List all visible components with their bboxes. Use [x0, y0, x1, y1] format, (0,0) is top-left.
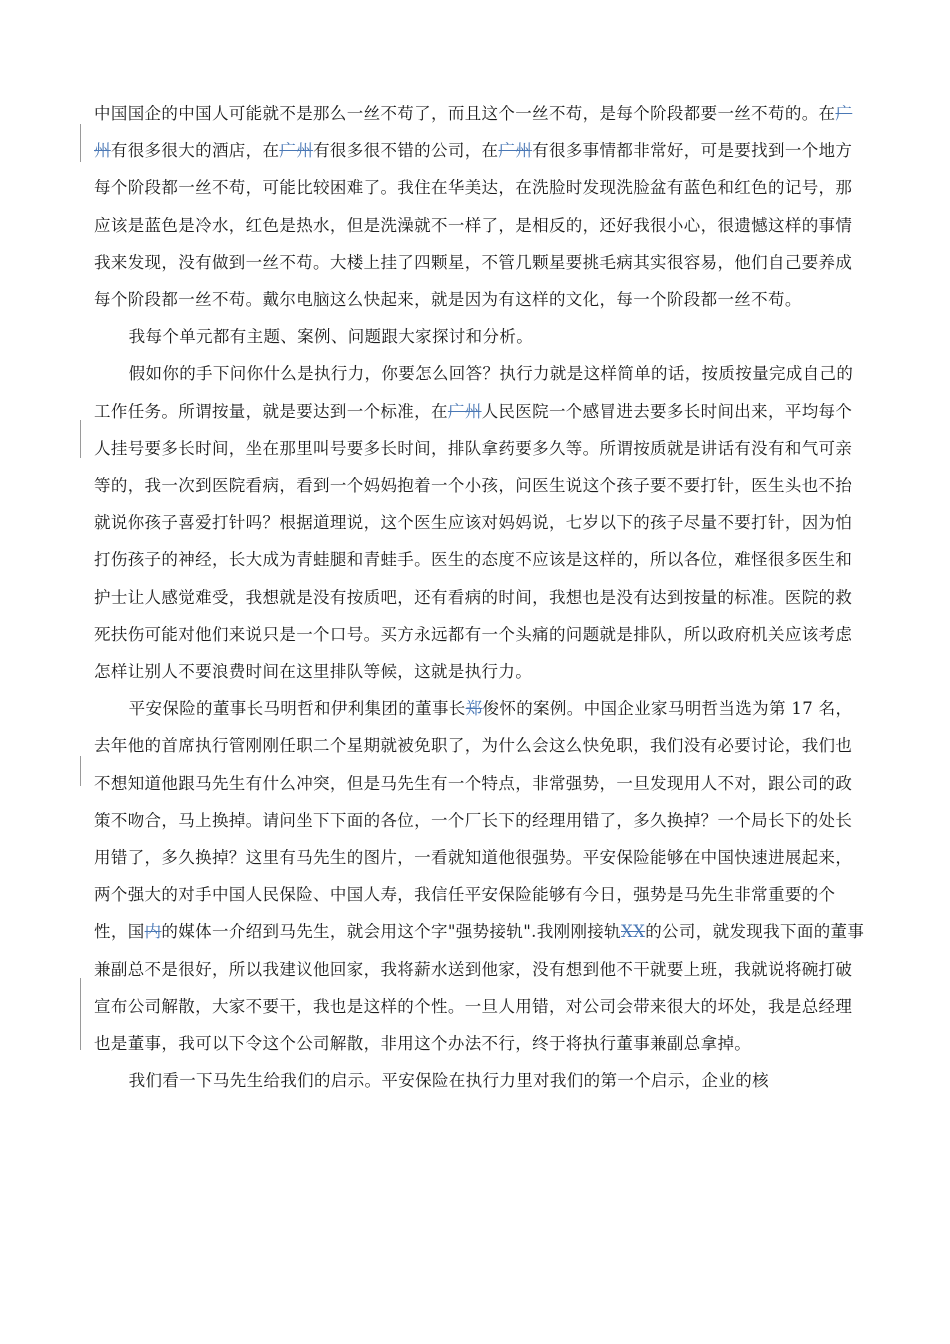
- change-bar: [80, 756, 81, 786]
- paragraph: [94, 318, 866, 355]
- text-run: 的公司，就发现我下面的董事兼副总不是很好，所以我建议他回家，我将薪水送到他家，没有想到他不干就要上班，我就说将碗打破宣布公司解散，大家不要干，我也是这样的个性。一旦人用错，对公司会带来很大的坏处，我是总经理也是董事，我可以下令这个公司解散，非用这个办法不行，终于将执行董事兼副总拿掉。: [94, 922, 865, 1054]
- tracked-deletion: XX: [621, 922, 646, 942]
- text-run: 的媒体一介绍到马先生，就会用这个字"强势接轨".我刚刚接轨: [161, 922, 621, 942]
- tracked-deletion: 广州: [94, 104, 853, 161]
- paragraph: [94, 1062, 866, 1099]
- text-run: 人民医院一个感冒进去要多长时间出来，平均每个人挂号要多长时间，坐在那里叫号要多长时间，排队拿药要多久等。所谓按质就是讲话有没有和气可亲等的，我一次到医院看病，看到一个妈妈抱着一个小孩，问医生说这个孩子要不要打针，医生头也不抬就说你孩子喜爱打针吗？根据道理说，这个医生应该对妈妈说，七岁以下的孩子尽量不要打针，因为怕打伤孩子的神经，长大成为青蛙腿和青蛙手。医生的态度不应该是这样的，所以各位，难怪很多医生和护士让人感觉难受，我想就是没有按质吧，还有看病的时间，我想也是没有达到按量的标准。医院的救死扶伤可能对他们来说只是一个口号。买方永远都有一个头痛的问题就是排队，所以政府机关应该考虑怎样让别人不要浪费时间在这里排队等候，这就是执行力。: [94, 401, 853, 682]
- change-bar: [80, 978, 81, 1050]
- paragraph: [94, 355, 866, 690]
- paragraph: [94, 95, 866, 318]
- tracked-deletion: 郑: [465, 699, 483, 719]
- tracked-deletion: 广州: [498, 141, 533, 161]
- text-run: 假如你的手下问你什么是执行力，你要怎么回答？执行力就是这样简单的话，按质按量完成自己的工作任务。所谓按量，就是要达到一个标准，在: [94, 364, 854, 421]
- paragraph: [94, 690, 866, 1062]
- text-run: 有很多事情都非常好，可是要找到一个地方每个阶段都一丝不苟，可能比较困难了。我住在华美达，在洗脸时发现洗脸盆有蓝色和红色的记号，那应该是蓝色是冷水，红色是热水，但是洗澡就不一样了，是相反的，还好我很小心，很遗憾这样的事情我来发现，没有做到一丝不苟。大楼上挂了四颗星，不管几颗星要挑毛病其实很容易，他们自己要养成每个阶段都一丝不苟。戴尔电脑这么快起来，就是因为有这样的文化，每一个阶段都一丝不苟。: [94, 141, 853, 310]
- change-bar: [80, 124, 81, 162]
- text-run: 我每个单元都有主题、案例、问题跟大家探讨和分析。: [128, 327, 534, 347]
- text-run: 平安保险的董事长马明哲和伊利集团的董事长: [128, 699, 466, 719]
- text-run: 俊怀的案例。中国企业家马明哲当选为第 17 名，去年他的首席执行管刚刚任职二个星期就被免职了，为什么会这么快免职，我们没有必要讨论，我们也不想知道他跟马先生有什么冲突，但是马先生有一个特点，非常强势，一旦发现用人不对，跟公司的政策不吻合，马上换掉。请问坐下下面的各位，一个厂长下的经理用错了，多久换掉？一个局长下的处长用错了，多久换掉？这里有马先生的图片，一看就知道他很强势。平安保险能够在中国快速进展起来，两个强大的对手中国人民保险、中国人寿，我信任平安保险能够有今日，强势是马先生非常重要的个性，国: [94, 699, 853, 942]
- text-run: 有很多很大的酒店，在: [110, 141, 280, 161]
- tracked-deletion: 内: [144, 922, 162, 942]
- change-bar: [80, 420, 81, 458]
- tracked-deletion: 广州: [279, 141, 314, 161]
- text-run: 中国国企的中国人可能就不是那么一丝不苟了，而且这个一丝不苟，是每个阶段都要一丝不苟的。在: [94, 104, 836, 123]
- document-body: [94, 95, 866, 1099]
- text-run: 我们看一下马先生给我们的启示。平安保险在执行力里对我们的第一个启示，企业的核: [128, 1071, 769, 1091]
- text-run: 有很多很不错的公司，在: [313, 141, 499, 161]
- tracked-deletion: 广州: [447, 401, 482, 421]
